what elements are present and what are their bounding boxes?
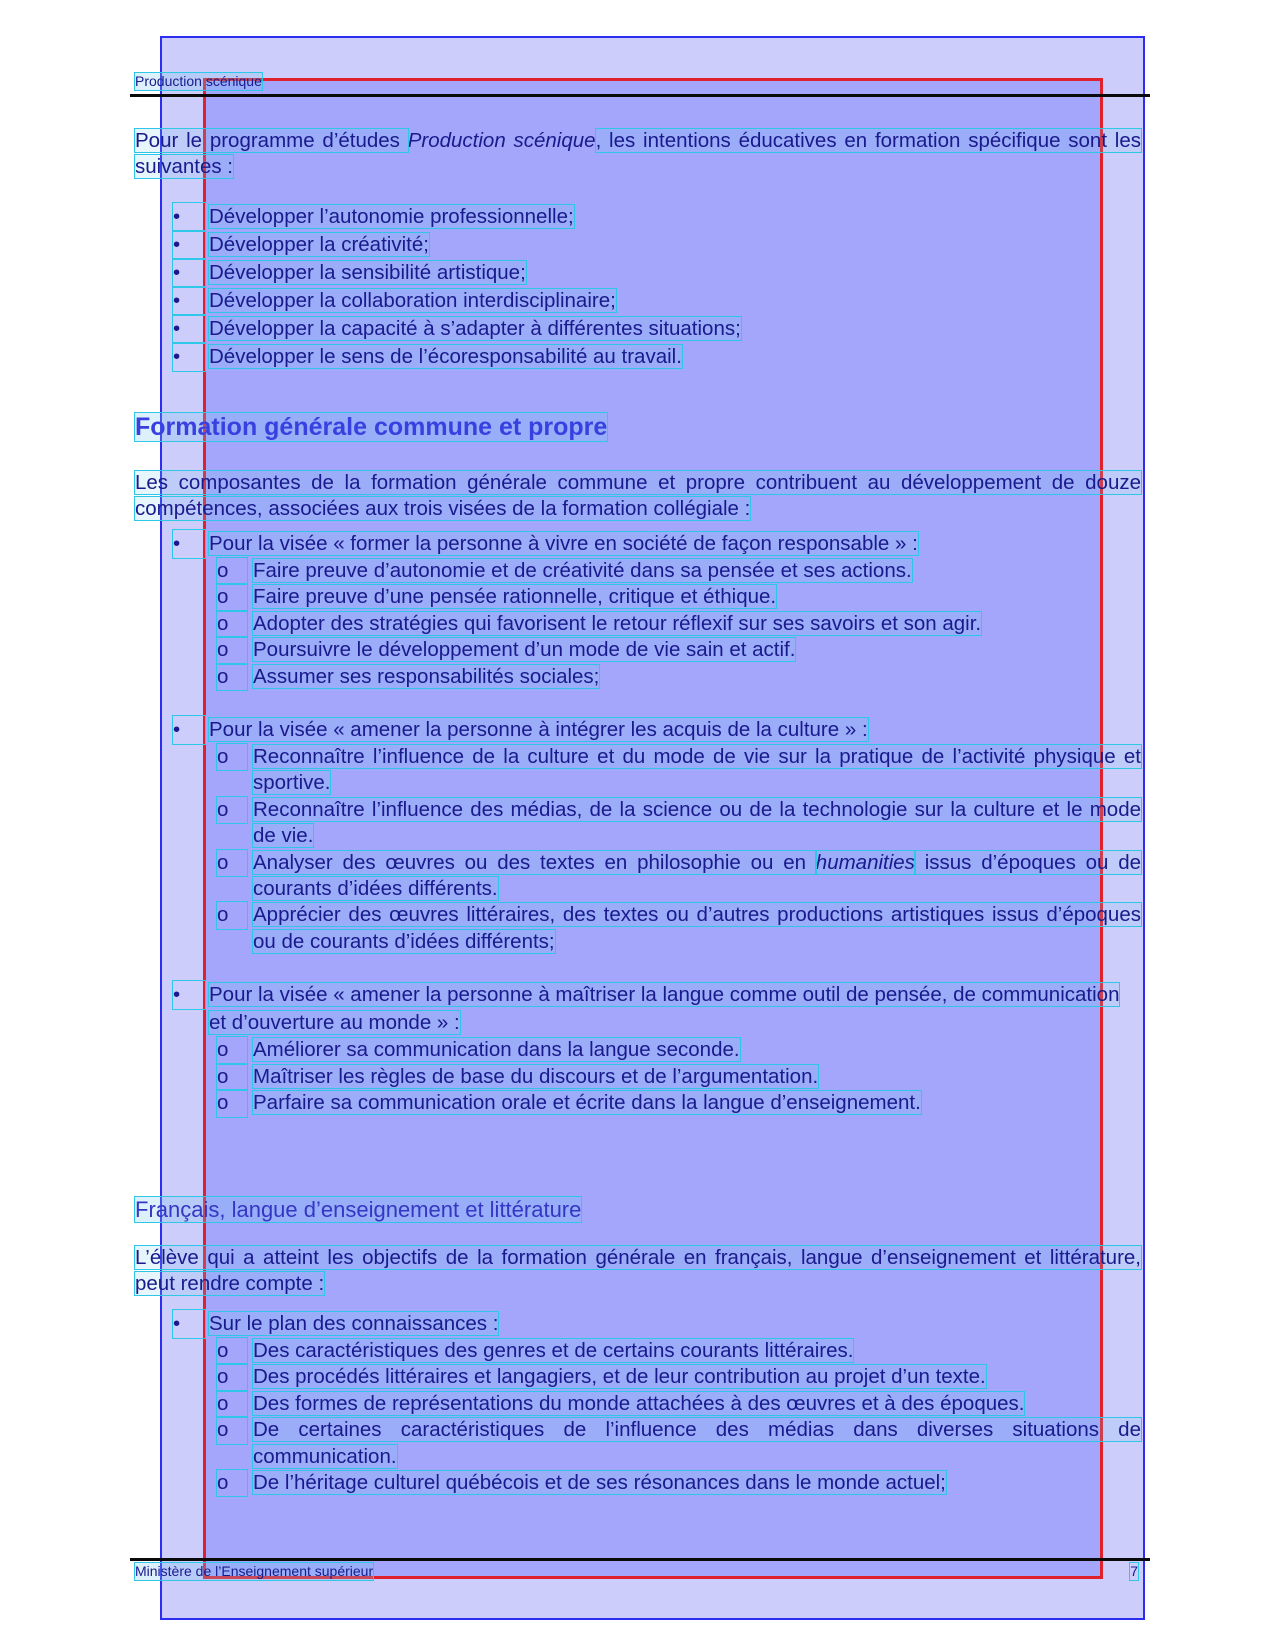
section-title-text: Formation générale commune et propre	[135, 413, 608, 441]
visee-title: Pour la visée « amener la personne à intégrer les acquis de la culture » :	[209, 718, 868, 742]
list-item	[217, 584, 1141, 610]
visee-item	[173, 530, 1141, 716]
running-footer: Ministère de l’Enseignement supérieur	[135, 1563, 374, 1579]
competence-text: Reconnaître l’influence des médias, de la science ou de la technologie sur la culture et le mode de vie.	[253, 797, 1141, 848]
sub-bullet-icon: o	[217, 1064, 247, 1090]
connaissance-text: De l’héritage culturel québécois et de ses résonances dans le monde actuel;	[253, 1471, 946, 1495]
list-item	[217, 558, 1141, 584]
francais-paragraph	[135, 1245, 1141, 1297]
sub-bullet-icon: o	[217, 611, 247, 637]
competence-list	[217, 558, 1141, 690]
section-title-francais	[135, 1196, 581, 1224]
formation-paragraph	[135, 470, 1141, 522]
connaissances-list	[173, 1310, 1141, 1496]
competence-text-end: issus d’époques ou de courants d’idées différents.	[253, 850, 1141, 901]
bullet-icon: •	[173, 716, 205, 744]
list-item	[217, 1037, 1141, 1063]
visee-item	[173, 981, 1141, 1116]
connaissances-title: Sur le plan des connaissances :	[209, 1312, 499, 1335]
competence-text: Apprécier des œuvres littéraires, des textes ou d’autres productions artistiques issus d’époques ou de courants d’idées différents;	[253, 903, 1141, 953]
sub-bullet-icon: o	[217, 584, 247, 610]
list-item	[173, 259, 1141, 287]
intro-text-start: Pour le programme d’études	[135, 129, 408, 152]
bullet-icon: •	[173, 203, 205, 231]
footer-rule	[130, 1558, 1150, 1561]
visee-title: Pour la visée « amener la personne à maîtriser la langue comme outil de pensée, de communication et d’ouverture au monde » :	[209, 983, 1120, 1035]
list-item	[217, 797, 1141, 850]
sub-bullet-icon: o	[217, 744, 247, 770]
program-name: Production scénique	[407, 129, 596, 152]
list-item	[173, 231, 1141, 259]
francais-paragraph-text: L’élève qui a atteint les objectifs de la formation générale en français, langue d’enseignement et littérature, peut rendre compte :	[135, 1246, 1141, 1295]
competence-text: Adopter des stratégies qui favorisent le retour réflexif sur ses savoirs et son agir.	[253, 611, 982, 635]
intention-text: Développer le sens de l’écoresponsabilité au travail.	[209, 345, 682, 368]
header-rule	[130, 94, 1150, 97]
competence-text-start: Analyser des œuvres ou des textes en philosophie ou en	[253, 850, 816, 874]
visee-title: Pour la visée « former la personne à vivre en société de façon responsable » :	[209, 532, 918, 555]
competence-list	[217, 1037, 1141, 1116]
section-title-formation-generale	[135, 412, 607, 442]
bullet-icon: •	[173, 343, 205, 371]
humanities-term: humanities	[815, 850, 915, 874]
competence-text: Parfaire sa communication orale et écrite dans la langue d’enseignement.	[253, 1091, 921, 1115]
connaissance-text: De certaines caractéristiques de l’influence des médias dans diverses situations de communication.	[253, 1418, 1141, 1468]
sub-bullet-icon: o	[217, 1364, 247, 1390]
intention-text: Développer l’autonomie professionnelle;	[209, 205, 574, 228]
list-item	[217, 1417, 1141, 1470]
sub-bullet-icon: o	[217, 797, 247, 823]
connaissance-text: Des procédés littéraires et langagiers, et de leur contribution au projet d’un texte.	[253, 1365, 986, 1389]
bullet-icon: •	[173, 231, 205, 259]
list-item	[217, 850, 1141, 903]
list-item	[173, 287, 1141, 315]
list-item	[217, 611, 1141, 637]
intention-text: Développer la capacité à s’adapter à différentes situations;	[209, 317, 741, 340]
bullet-icon: •	[173, 259, 205, 287]
list-item	[173, 343, 1141, 371]
intention-text: Développer la sensibilité artistique;	[209, 261, 526, 284]
list-item	[217, 1338, 1141, 1364]
competence-text: Faire preuve d’autonomie et de créativité dans sa pensée et ses actions.	[253, 559, 912, 582]
intention-text: Développer la créativité;	[209, 233, 429, 256]
connaissance-text: Des formes de représentations du monde attachées à des œuvres et à des époques.	[253, 1391, 1025, 1415]
sub-bullet-icon: o	[217, 558, 247, 584]
sub-bullet-icon: o	[217, 850, 247, 876]
competence-text: Faire preuve d’une pensée rationnelle, critique et éthique.	[253, 585, 777, 609]
sub-bullet-icon: o	[217, 1037, 247, 1063]
sub-bullet-icon: o	[217, 664, 247, 690]
competence-text: Assumer ses responsabilités sociales;	[253, 664, 600, 688]
list-item	[217, 1391, 1141, 1417]
list-item	[217, 1064, 1141, 1090]
sub-bullet-icon: o	[217, 637, 247, 663]
running-header: Production scénique	[135, 73, 262, 89]
bullet-icon: •	[173, 315, 205, 343]
intention-text: Développer la collaboration interdisciplinaire;	[209, 289, 616, 312]
competence-text: Reconnaître l’influence de la culture et du mode de vie sur la pratique de l’activité physique et sportive.	[253, 745, 1141, 795]
list-item	[217, 902, 1141, 955]
bullet-icon: •	[173, 1310, 205, 1338]
visee-item	[173, 716, 1141, 981]
section-title-text: Français, langue d’enseignement et littérature	[135, 1197, 582, 1222]
connaissances-sublist	[217, 1338, 1141, 1496]
list-item	[173, 203, 1141, 231]
competence-text: Maîtriser les règles de base du discours et de l’argumentation.	[253, 1064, 819, 1088]
list-item	[217, 1364, 1141, 1390]
visees-list	[173, 530, 1141, 1117]
intentions-list	[173, 203, 1141, 371]
intro-paragraph	[135, 128, 1141, 180]
sub-bullet-icon: o	[217, 1470, 247, 1496]
connaissances-item	[173, 1310, 1141, 1496]
sub-bullet-icon: o	[217, 1417, 247, 1443]
intro-text-end: , les intentions éducatives en formation spécifique sont les suivantes :	[135, 129, 1142, 178]
sub-bullet-icon: o	[217, 1338, 247, 1364]
sub-bullet-icon: o	[217, 1090, 247, 1116]
competence-text: Poursuivre le développement d’un mode de vie sain et actif.	[253, 638, 796, 662]
list-item	[173, 315, 1141, 343]
page-number: 7	[1130, 1563, 1138, 1579]
competence-list	[217, 744, 1141, 955]
list-item	[217, 744, 1141, 797]
sub-bullet-icon: o	[217, 902, 247, 928]
connaissance-text: Des caractéristiques des genres et de certains courants littéraires.	[253, 1339, 854, 1362]
bullet-icon: •	[173, 981, 205, 1009]
formation-paragraph-text: Les composantes de la formation générale commune et propre contribuent au développement de douze compétences, associées aux trois visées de la formation collégiale :	[135, 471, 1141, 520]
list-item	[217, 1470, 1141, 1496]
bullet-icon: •	[173, 287, 205, 315]
bullet-icon: •	[173, 530, 205, 558]
list-item	[217, 1090, 1141, 1116]
competence-text: Améliorer sa communication dans la langue seconde.	[253, 1038, 740, 1062]
list-item	[217, 664, 1141, 690]
list-item	[217, 637, 1141, 663]
document-page	[135, 0, 1143, 1651]
sub-bullet-icon: o	[217, 1391, 247, 1417]
